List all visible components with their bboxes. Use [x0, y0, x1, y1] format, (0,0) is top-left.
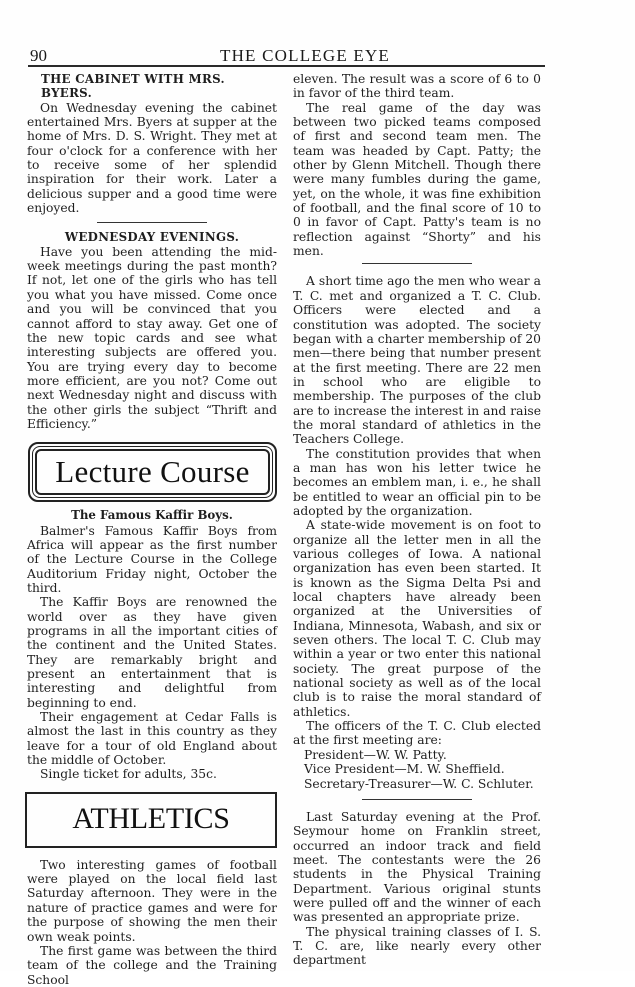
section-divider: [362, 799, 472, 800]
wednesday-paragraph: Have you been attending the mid-week meetings during the past month? If not, let one of the girls who has tell you what you have missed. Come once and you will be convinced that you cannot afford to stay away. Get one of the new topic cards and see what interesting subjects are offered you. You are trying every day to become more efficient, are you not? Come out next Wednesday night and discuss with the other girls the subject “Thrift and Efficiency.”: [27, 244, 277, 431]
wednesday-title: WEDNESDAY EVENINGS.: [64, 230, 240, 245]
kaffir-boys-subtitle: The Famous Kaffir Boys.: [71, 508, 233, 523]
header-rule: [28, 65, 545, 67]
cabinet-title: THE CABINET WITH MRS. BYERS.: [41, 72, 225, 101]
cabinet-paragraph: On Wednesday evening the cabinet entertained Mrs. Byers at supper at the home of Mrs. D. S. Wright. They met at four o'clock for a conference with her to receive some of her splendid inspiration for their work. Later a delicious supper and a good time were enjoyed.: [27, 100, 277, 216]
right-column: [293, 72, 541, 968]
athletics-banner: [25, 792, 277, 848]
lecture-course-banner: [28, 442, 277, 502]
running-head: [28, 46, 545, 66]
left-column: [27, 72, 277, 987]
athletics-paragraph: Two interesting games of football were played on the local field last Saturday afternoon. They were in the nature of practice games and were for the purpose of showing the men their own weak points.: [27, 857, 277, 944]
tc-club-paragraph: A state-wide movement is on foot to organize all the letter men in all the various colleges of Iowa. A national organization has even been started. It is known as the Sigma Delta Psi and local chapters have already been organized at the Universities of Indiana, Minnesota, Wabash, and six or seven others. The local T. C. Club may within a year or two enter this national society. The great purpose of the national society as well as of the local club is to raise the moral standard of athletics.: [293, 518, 541, 719]
tc-club-paragraph: The constitution provides that when a man has won his letter twice he becomes an emblem man, i. e., he shall be entitled to wear an official pin to be adopted by the organization.: [293, 446, 541, 518]
section-divider: [362, 263, 472, 264]
track-meet-paragraph: The physical training classes of I. S. T. C. are, like nearly every other department: [293, 924, 541, 968]
officer-line: Secretary-Treasurer—W. C. Schluter.: [304, 776, 534, 791]
lecture-paragraph: Single ticket for adults, 35c.: [40, 767, 217, 782]
lecture-course-title: Lecture Course: [55, 454, 250, 490]
track-meet-paragraph: Last Saturday evening at the Prof. Seymour home on Franklin street, occurred an indoor track and field meet. The contestants were the 26 students in the Physical Training Department. Various original stunts were pulled off and the winner of each was presented an appropriate prize.: [293, 809, 541, 925]
football-paragraph: The real game of the day was between two picked teams composed of first and second team men. The team was headed by Capt. Patty; the other by Glenn Mitchell. Though there were many fumbles during the game, yet, on the whole, it was fine exhibition of football, and the final score of 10 to 0 in favor of Capt. Patty's team is no reflection against “Shorty” and his men.: [293, 100, 541, 259]
lecture-paragraph: Their engagement at Cedar Falls is almost the last in this country as they leave for a tour of old England about the middle of October.: [27, 710, 277, 768]
page-number: 90: [30, 46, 47, 65]
athletics-paragraph: The first game was between the third team of the college and the Training School: [27, 943, 277, 987]
officer-line: President—W. W. Patty.: [304, 747, 447, 762]
tc-club-paragraph: The officers of the T. C. Club elected at the first meeting are:: [293, 719, 541, 748]
section-divider: [97, 222, 207, 223]
journal-title: THE COLLEGE EYE: [220, 46, 391, 65]
officer-line: Vice President—M. W. Sheffield.: [304, 762, 505, 777]
athletics-title: ATHLETICS: [72, 801, 230, 835]
football-paragraph: eleven. The result was a score of 6 to 0 in favor of the third team.: [293, 72, 541, 101]
lecture-paragraph: Balmer's Famous Kaffir Boys from Africa will appear as the first number of the Lecture Course in the College Auditorium Friday night, October the third.: [27, 523, 277, 595]
lecture-paragraph: The Kaffir Boys are renowned the world over as they have given programs in all the important cities of the continent and the United States. They are remarkably bright and present an entertainment that is interesting and delightful from beginning to end.: [27, 595, 277, 710]
tc-club-paragraph: A short time ago the men who wear a T. C. met and organized a T. C. Club. Officers were elected and a constitution was adopted. The society began with a charter membership of 20 men—there being that number present at the first meeting. There are 22 men in school who are eligible to membership. The purposes of the club are to increase the interest in and raise the moral standard of athletics in the Teachers College.: [293, 274, 541, 447]
